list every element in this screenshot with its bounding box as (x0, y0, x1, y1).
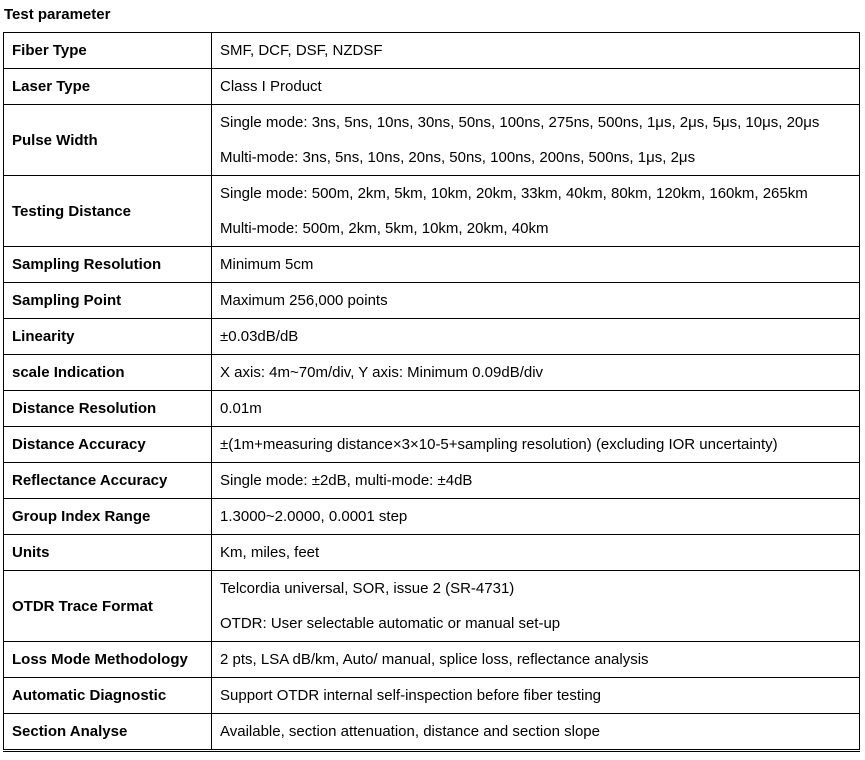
parameter-label: scale Indication (4, 355, 212, 391)
table-row (4, 283, 860, 319)
parameter-value: 1.3000~2.0000, 0.0001 step (220, 508, 408, 525)
table-row (4, 33, 860, 69)
parameter-label: OTDR Trace Format (4, 571, 212, 642)
table-row (4, 319, 860, 355)
parameter-label: Automatic Diagnostic (4, 678, 212, 714)
parameter-label: Distance Accuracy (4, 427, 212, 463)
parameter-value-cell (212, 283, 860, 319)
table-row (4, 176, 860, 247)
parameter-value: Support OTDR internal self-inspection before fiber testing (220, 687, 602, 704)
parameter-value: ±0.03dB/dB (220, 328, 299, 345)
table-row (4, 69, 860, 105)
parameter-value: Km, miles, feet (220, 544, 320, 561)
parameter-label: Distance Resolution (4, 391, 212, 427)
parameter-value-cell (212, 355, 860, 391)
table-row (4, 105, 860, 176)
parameter-value-cell (212, 69, 860, 105)
table-row (4, 642, 860, 678)
table-row (4, 247, 860, 283)
table-row (4, 714, 860, 751)
parameter-value: OTDR: User selectable automatic or manual set-up (220, 615, 561, 632)
parameter-value: Single mode: ±2dB, multi-mode: ±4dB (220, 472, 473, 489)
parameter-label: Pulse Width (4, 105, 212, 176)
parameter-value-cell (212, 535, 860, 571)
parameter-value-cell (212, 571, 860, 642)
parameter-value-cell (212, 714, 860, 751)
table-row (4, 355, 860, 391)
parameter-value-cell (212, 105, 860, 176)
parameter-value: Class I Product (220, 78, 322, 95)
parameter-label: Sampling Point (4, 283, 212, 319)
parameter-label: Fiber Type (4, 33, 212, 69)
parameter-label: Sampling Resolution (4, 247, 212, 283)
parameter-value-cell (212, 642, 860, 678)
parameter-value: Multi-mode: 500m, 2km, 5km, 10km, 20km, 40km (220, 220, 549, 237)
parameter-value: SMF, DCF, DSF, NZDSF (220, 42, 383, 59)
parameter-label: Testing Distance (4, 176, 212, 247)
parameter-value-cell (212, 678, 860, 714)
parameter-label: Reflectance Accuracy (4, 463, 212, 499)
parameter-value: 0.01m (220, 400, 262, 417)
parameter-value: Multi-mode: 3ns, 5ns, 10ns, 20ns, 50ns, 100ns, 200ns, 500ns, 1μs, 2μs (220, 149, 696, 166)
table-row (4, 463, 860, 499)
parameter-value: Minimum 5cm (220, 256, 314, 273)
parameter-label: Section Analyse (4, 714, 212, 751)
test-parameter-table (3, 32, 860, 752)
table-row (4, 499, 860, 535)
table-row (4, 391, 860, 427)
table-row (4, 427, 860, 463)
parameter-value-cell (212, 247, 860, 283)
parameter-label: Group Index Range (4, 499, 212, 535)
parameter-value-cell (212, 463, 860, 499)
parameter-value-cell (212, 176, 860, 247)
table-row (4, 678, 860, 714)
parameter-value-cell (212, 499, 860, 535)
parameter-value: 2 pts, LSA dB/km, Auto/ manual, splice loss, reflectance analysis (220, 651, 649, 668)
parameter-value: Telcordia universal, SOR, issue 2 (SR-4731) (220, 580, 515, 597)
parameter-label: Laser Type (4, 69, 212, 105)
parameter-value: Available, section attenuation, distance and section slope (220, 723, 600, 740)
parameter-value: ±(1m+measuring distance×3×10-5+sampling resolution) (excluding IOR uncertainty) (220, 436, 778, 453)
parameter-value-cell (212, 427, 860, 463)
parameter-value: X axis: 4m~70m/div, Y axis: Minimum 0.09dB/div (220, 364, 544, 381)
parameter-value: Single mode: 500m, 2km, 5km, 10km, 20km, 33km, 40km, 80km, 120km, 160km, 265km (220, 185, 808, 202)
parameter-label: Units (4, 535, 212, 571)
table-row (4, 571, 860, 642)
parameter-value-cell (212, 319, 860, 355)
table-body (4, 33, 860, 751)
parameter-value: Maximum 256,000 points (220, 292, 388, 309)
parameter-value-cell (212, 33, 860, 69)
page-title: Test parameter (4, 6, 111, 23)
table-row (4, 535, 860, 571)
parameter-value: Single mode: 3ns, 5ns, 10ns, 30ns, 50ns, 100ns, 275ns, 500ns, 1μs, 2μs, 5μs, 10μs, 20μs (220, 114, 820, 131)
parameter-label: Linearity (4, 319, 212, 355)
parameter-label: Loss Mode Methodology (4, 642, 212, 678)
parameter-value-cell (212, 391, 860, 427)
